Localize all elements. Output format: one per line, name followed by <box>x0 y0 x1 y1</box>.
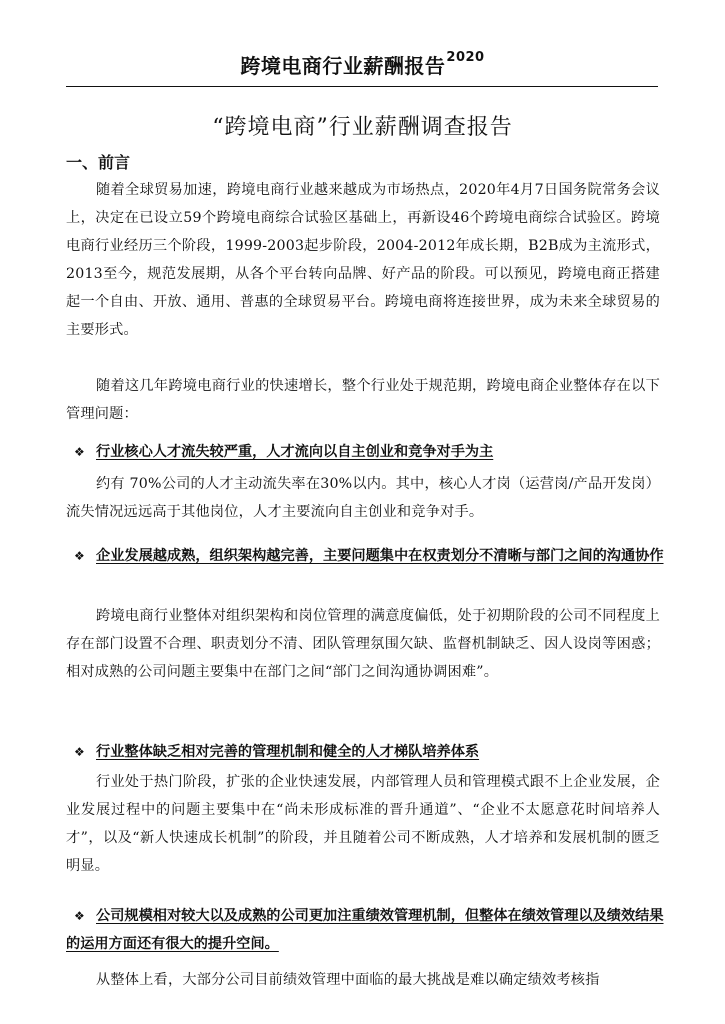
issue-heading-3: ❖ 行业整体缺乏相对完善的管理机制和健全的人才梯队培养体系 <box>66 738 666 766</box>
header-divider <box>66 86 658 87</box>
header-title-text: 跨境电商行业薪酬报告 <box>240 54 446 78</box>
diamond-bullet-icon: ❖ <box>74 549 85 563</box>
issue-body-3: 行业处于热门阶段，扩张的企业快速发展，内部管理人员和管理模式跟不上企业发展，企业发展过程中的问题主要集中在“尚未形成标准的晋升通道”、“企业不太愿意花时间培养人才”，以及“新人快速成长机制”的阶段，并且随着公司不断成熟，人才培养和发展机制的匮乏明显。 <box>66 774 660 874</box>
diamond-bullet-icon: ❖ <box>74 445 85 459</box>
document-title: “跨境电商”行业薪酬调查报告 <box>212 115 513 140</box>
issue-body-1: 约有 70%公司的人才主动流失率在30%以内。其中，核心人才岗（运营岗/产品开发岗）流失情况远远高于其他岗位，人才主要流向自主创业和竞争对手。 <box>66 476 660 520</box>
running-header <box>0 50 725 79</box>
issue-body-4: 从整体上看，大部分公司目前绩效管理中面临的最大挑战是难以确定绩效考核指 <box>96 972 600 988</box>
intro-paragraph: 随着全球贸易加速，跨境电商行业越来越成为市场热点，2020年4月7日国务院常务会议上，决定在已设立59个跨境电商综合试验区基础上，再新设46个跨境电商综合试验区。跨境电商行业经历三个阶段，1999-2003起步阶段，2004-2012年成长期，B2B成为主流形式，2013至今，规范发展期，从各个平台转向品牌、好产品的阶段。可以预见，跨境电商正搭建起一个自由、开放、通用、普惠的全球贸易平台。跨境电商将连接世界，成为未来全球贸易的主要形式。 <box>66 182 660 338</box>
diamond-bullet-icon: ❖ <box>74 745 85 759</box>
issue-heading-2: ❖ 企业发展越成熟，组织架构越完善，主要问题集中在权责划分不清晰与部门之间的沟通协作 <box>66 542 676 570</box>
diamond-bullet-icon: ❖ <box>74 909 85 923</box>
section-heading-preface: 一、前言 <box>66 153 131 172</box>
issue-heading-4: ❖ 公司规模相对较大以及成熟的公司更加注重绩效管理机制，但整体在绩效管理以及绩效结果的运用方面还有很大的提升空间。 <box>66 902 676 958</box>
header-year: 2020 <box>446 50 485 66</box>
problems-intro-paragraph: 随着这几年跨境电商行业的快速增长，整个行业处于规范期，跨境电商企业整体存在以下管理问题： <box>66 378 660 422</box>
issue-body-2: 跨境电商行业整体对组织架构和岗位管理的满意度偏低，处于初期阶段的公司不同程度上存在部门设置不合理、职责划分不清、团队管理氛围欠缺、监督机制缺乏、因人设岗等困惑；相对成熟的公司问题主要集中在部门之间“部门之间沟通协调困难”。 <box>66 608 660 680</box>
issue-heading-1: ❖ 行业核心人才流失较严重，人才流向以自主创业和竞争对手为主 <box>66 438 666 466</box>
